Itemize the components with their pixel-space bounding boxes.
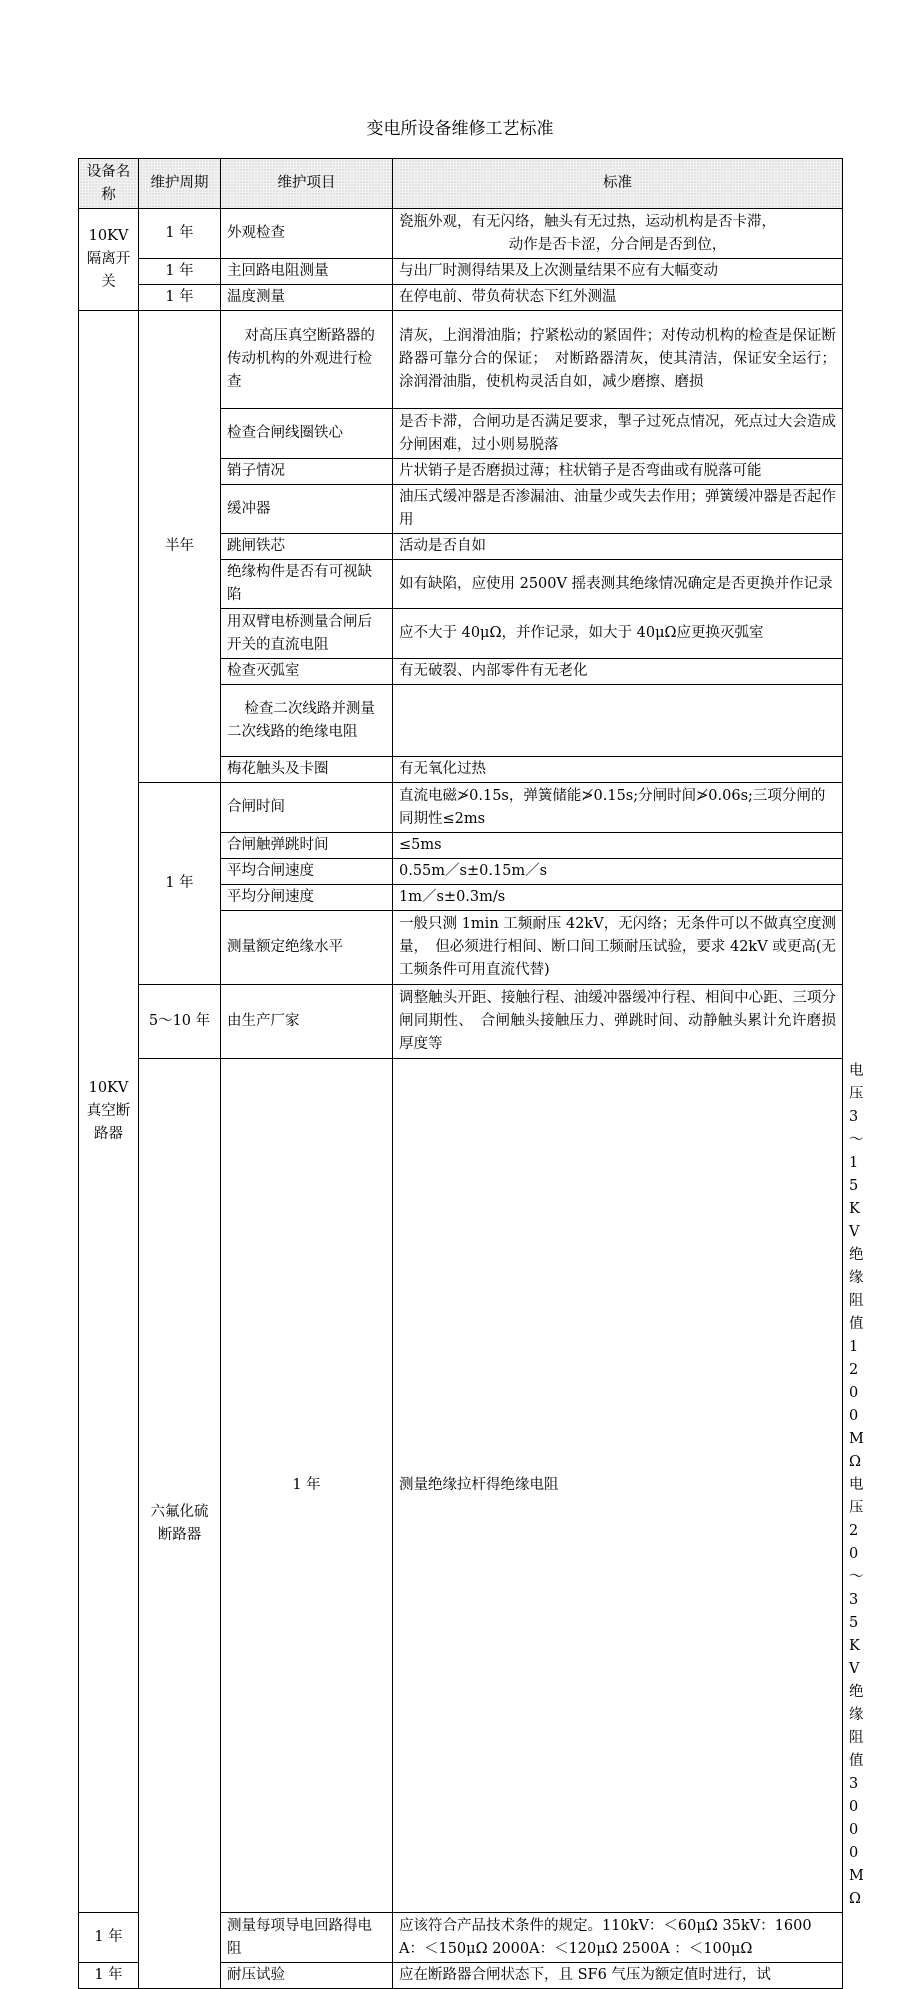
standard-cell: 直流电磁≯0.15s，弹簧储能≯0.15s;分闸时间≯0.06s;三项分闸的同期性≤2ms (393, 783, 843, 833)
standard-cell: ≤5ms (393, 833, 843, 859)
standard-cell: 如有缺陷，应使用 2500V 摇表测其绝缘情况确定是否更换并作记录 (393, 560, 843, 609)
maintenance-standard-table (78, 158, 864, 1989)
standard-cell: 油压式缓冲器是否渗漏油、油量少或失去作用；弹簧缓冲器是否起作用 (393, 485, 843, 534)
table-row (79, 783, 843, 833)
cycle-cell: 1 年 (139, 783, 221, 985)
item-cell: 检查二次线路并测量二次线路的绝缘电阻 (221, 685, 393, 757)
cycle-cell: 半年 (139, 311, 221, 783)
standard-cell: 有无氧化过热 (393, 757, 843, 783)
item-cell: 温度测量 (221, 285, 393, 311)
item-cell: 平均分闸速度 (221, 885, 393, 911)
standard-cell: 一般只测 1min 工频耐压 42kV，无闪络；无条件可以不做真空度测量， 但必须进行相间、断口间工频耐压试验，要求 42kV 或更高(无工频条件可用直流代替) (393, 911, 843, 985)
table-row (79, 311, 843, 409)
standard-cell: 0.55m／s±0.15m／s (393, 859, 843, 885)
standard-cell: 活动是否自如 (393, 534, 843, 560)
item-cell: 测量绝缘拉杆得绝缘电阻 (393, 1059, 843, 1913)
item-cell: 合闸触弹跳时间 (221, 833, 393, 859)
cycle-cell: 5～10 年 (139, 985, 221, 1059)
standard-line: 动作是否卡涩，分合闸是否到位， (508, 236, 727, 253)
item-cell: 缓冲器 (221, 485, 393, 534)
page-title: 变电所设备维修工艺标准 (366, 119, 554, 139)
header-cycle: 维护周期 (139, 159, 221, 209)
standard-cell: 1m／s±0.3m/s (393, 885, 843, 911)
cycle-cell: 1 年 (221, 1059, 393, 1913)
item-cell: 检查灭弧室 (221, 659, 393, 685)
table-header-row (79, 159, 843, 209)
item-cell: 测量额定绝缘水平 (221, 911, 393, 985)
item-cell: 耐压试验 (221, 1963, 393, 1989)
cycle-cell: 1 年 (139, 209, 221, 259)
device-cell: 六氟化硫断路器 (139, 1059, 221, 1989)
item-cell: 销子情况 (221, 459, 393, 485)
standard-cell: 与出厂时测得结果及上次测量结果不应有大幅变动 (393, 259, 843, 285)
device-cell: 10KV 真空断路器 (79, 311, 139, 1913)
item-cell: 跳闸铁芯 (221, 534, 393, 560)
table-row (79, 985, 843, 1059)
table-row: 六氟化硫断路器 1 年 测量绝缘拉杆得绝缘电阻 电压 3～15KV 绝缘阻值 1200MΩ电压 20～35KV 绝缘阻值 3000MΩ (79, 1059, 843, 1913)
standard-cell: 应在断路器合闸状态下，且 SF6 气压为额定值时进行，试 (393, 1963, 843, 1989)
standard-cell: 有无破裂、内部零件有无老化 (393, 659, 843, 685)
table-row (79, 259, 843, 285)
standard-cell: 清灰，上润滑油脂；拧紧松动的紧固件；对传动机构的检查是保证断路器可靠分合的保证； 对断路器清灰，使其清洁，保证安全运行；涂润滑油脂，使机构灵活自如，减少磨擦、磨损 (393, 311, 843, 409)
standard-line: 瓷瓶外观，有无闪络，触头有无过热，运动机构是否卡滞， (399, 213, 776, 230)
item-cell: 合闸时间 (221, 783, 393, 833)
cycle-cell: 1 年 (139, 259, 221, 285)
standard-cell: 是否卡滞，合闸功是否满足要求，掣子过死点情况，死点过大会造成分闸困难，过小则易脱落 (393, 409, 843, 459)
item-cell: 用双臂电桥测量合闸后 开关的直流电阻 (221, 609, 393, 659)
standard-cell: 应该符合产品技术条件的规定。110kV：＜60μΩ 35kV：1600A：＜150μΩ 2000A：＜120μΩ 2500A ：＜100μΩ (393, 1913, 843, 1963)
item-cell: 梅花触头及卡圈 (221, 757, 393, 783)
header-device: 设备名称 (79, 159, 139, 209)
header-standard: 标准 (393, 159, 843, 209)
cycle-cell: 1 年 (139, 285, 221, 311)
header-item: 维护项目 (221, 159, 393, 209)
item-cell: 由生产厂家 (221, 985, 393, 1059)
cycle-cell: 1 年 (79, 1963, 139, 1989)
standard-cell: 应不大于 40μΩ，并作记录，如大于 40μΩ应更换灭弧室 (393, 609, 843, 659)
item-cell: 平均合闸速度 (221, 859, 393, 885)
standard-cell (393, 685, 843, 757)
item-cell: 绝缘构件是否有可视缺陷 (221, 560, 393, 609)
standard-cell: 片状销子是否磨损过薄；柱状销子是否弯曲或有脱落可能 (393, 459, 843, 485)
item-cell: 外观检查 (221, 209, 393, 259)
standard-cell: 调整触头开距、接触行程、油缓冲器缓冲行程、相间中心距、三项分闸同期性、 合闸触头接触压力、弹跳时间、动静触头累计允许磨损厚度等 (393, 985, 843, 1059)
item-cell: 对高压真空断路器的传动机构的外观进行检查 (221, 311, 393, 409)
standard-cell: 在停电前、带负荷状态下红外测温 (393, 285, 843, 311)
table-row (79, 209, 843, 259)
cycle-cell: 1 年 (79, 1913, 139, 1963)
item-cell: 检查合闸线圈铁心 (221, 409, 393, 459)
item-cell: 测量每项导电回路得电阻 (221, 1913, 393, 1963)
device-cell: 10KV 隔离开关 (79, 209, 139, 311)
standard-cell (393, 209, 843, 259)
table-row (79, 285, 843, 311)
item-cell: 主回路电阻测量 (221, 259, 393, 285)
